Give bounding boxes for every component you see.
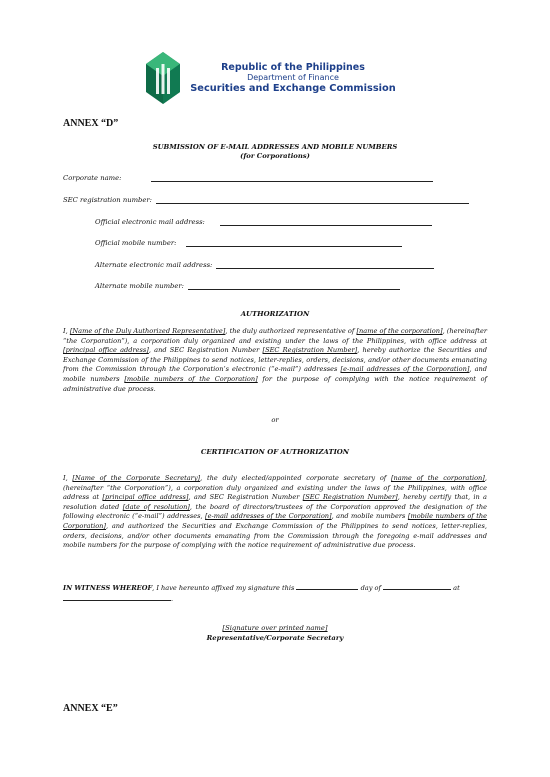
placeholder-representative-name: [Name of the Duly Authorized Representative] [69,327,226,335]
placeholder-mobile-numbers: [mobile numbers of the Corporation] [63,512,487,530]
official-mobile-field[interactable] [95,239,402,247]
placeholder-office-address: [principal office address] [102,493,189,502]
alternate-mobile-blank[interactable] [188,282,400,290]
sec-logo-icon [144,50,182,106]
certification-title: CERTIFICATION OF AUTHORIZATION [200,448,350,456]
signature-placeholder: [Signature over printed name] [222,624,328,632]
certification-paragraph: I, [Name of the Corporate Secretary], the duly elected/appointed corporate secretary of [name of the corporation], (hereinafter “the Corporation”), a corporation duly organized and existing under the laws of the Philippines, with office address at [principal office address], and SEC Registration Number [SEC Registration Number], hereby certify that, in a resolution dated [date of resolution], the board of directors/trustees of the Corporation approved the designation of the following electronic (“e-mail”) addresses, [e-mail addresses of the Corporation], and mobile numbers [mobile numbers of the Corporation], and authorized the Securities and Exchange Commission of the Philippines to send notices, letter-replies, orders, decisions, and/or other documents emanating from the Commission through the foregoing e-mail addresses and mobile numbers for the purpose of complying with the notice requirement of administrative due process. [63,474,488,550]
witness-clause: IN WITNESS WHEREOF, I have hereunto affixed my signature this day of at . [63,584,460,603]
placeholder-sec-number: [SEC Registration Number] [262,346,358,355]
corporate-name-blank[interactable] [151,174,433,182]
signatory-title: Representative/Corporate Secretary [206,633,344,642]
alternate-mobile-field[interactable] [95,282,400,290]
sec-registration-field[interactable] [63,196,469,204]
place-blank[interactable] [63,593,171,601]
alternate-mobile-label: Alternate mobile number: [95,282,184,290]
header-commission: Securities and Exchange Commission [190,83,396,94]
placeholder-mobile-numbers: [mobile numbers of the Corporation] [124,374,258,383]
form-title [63,143,487,161]
placeholder-sec-number: [SEC Registration Number] [302,493,398,502]
placeholder-resolution-date: [date of resolution] [122,502,190,511]
day-blank[interactable] [296,582,358,590]
alternate-email-blank[interactable] [216,261,434,269]
official-mobile-label: Official mobile number: [95,239,177,247]
authorization-paragraph: I, [Name of the Duly Authorized Representative], the duly authorized representative of [name of the corporation], (hereinafter “the Corporation”), a corporation duly organized and existing under the laws of the Philippines, with office address at [principal office address], and SEC Registration Number [SEC Registration Number], hereby authorize the Securities and Exchange Commission of the Philippines to send notices, letter-replies, orders, decisions, and/or other documents emanating from the Commission through the Corporation’s electronic (“e-mail”) addresses [e-mail addresses of the Corporation], and mobile numbers [mobile numbers of the Corporation] for the purpose of complying with the notice requirement of administrative due process. [63,327,488,393]
header-department: Department of Finance [247,73,339,82]
official-mobile-blank[interactable] [186,239,402,247]
sec-registration-blank[interactable] [156,196,469,204]
placeholder-corporation-name: [name of the corporation] [356,327,443,335]
or-separator: or [271,416,279,424]
sec-registration-label: SEC registration number: [63,196,152,204]
authorization-title: AUTHORIZATION [240,310,310,318]
corporate-name-field[interactable] [63,174,433,182]
corporate-name-label: Corporate name: [63,174,122,182]
month-blank[interactable] [383,582,451,590]
placeholder-secretary-name: [Name of the Corporate Secretary] [72,474,201,482]
placeholder-office-address: [principal office address] [63,346,149,355]
alternate-email-label: Alternate electronic mail address: [95,261,213,269]
letterhead [144,50,404,110]
placeholder-corporation-name: [name of the corporation] [390,474,485,482]
official-email-label: Official electronic mail address: [95,218,205,226]
witness-lead: IN WITNESS WHEREOF [63,584,153,592]
placeholder-email-addresses: [e-mail addresses of the Corporation] [205,512,332,521]
signature-block [63,624,487,643]
alternate-email-field[interactable] [95,261,434,269]
annex-e-heading: ANNEX “E” [63,703,118,714]
official-email-field[interactable] [95,218,432,226]
header-republic: Republic of the Philippines [221,62,365,73]
official-email-blank[interactable] [220,218,432,226]
placeholder-email-addresses: [e-mail addresses of the Corporation] [340,365,470,374]
annex-d-heading: ANNEX “D” [63,118,119,129]
form-title-line1: SUBMISSION OF E-MAIL ADDRESSES AND MOBILE NUMBERS [152,143,398,151]
form-title-line2: (for Corporations) [240,152,310,160]
